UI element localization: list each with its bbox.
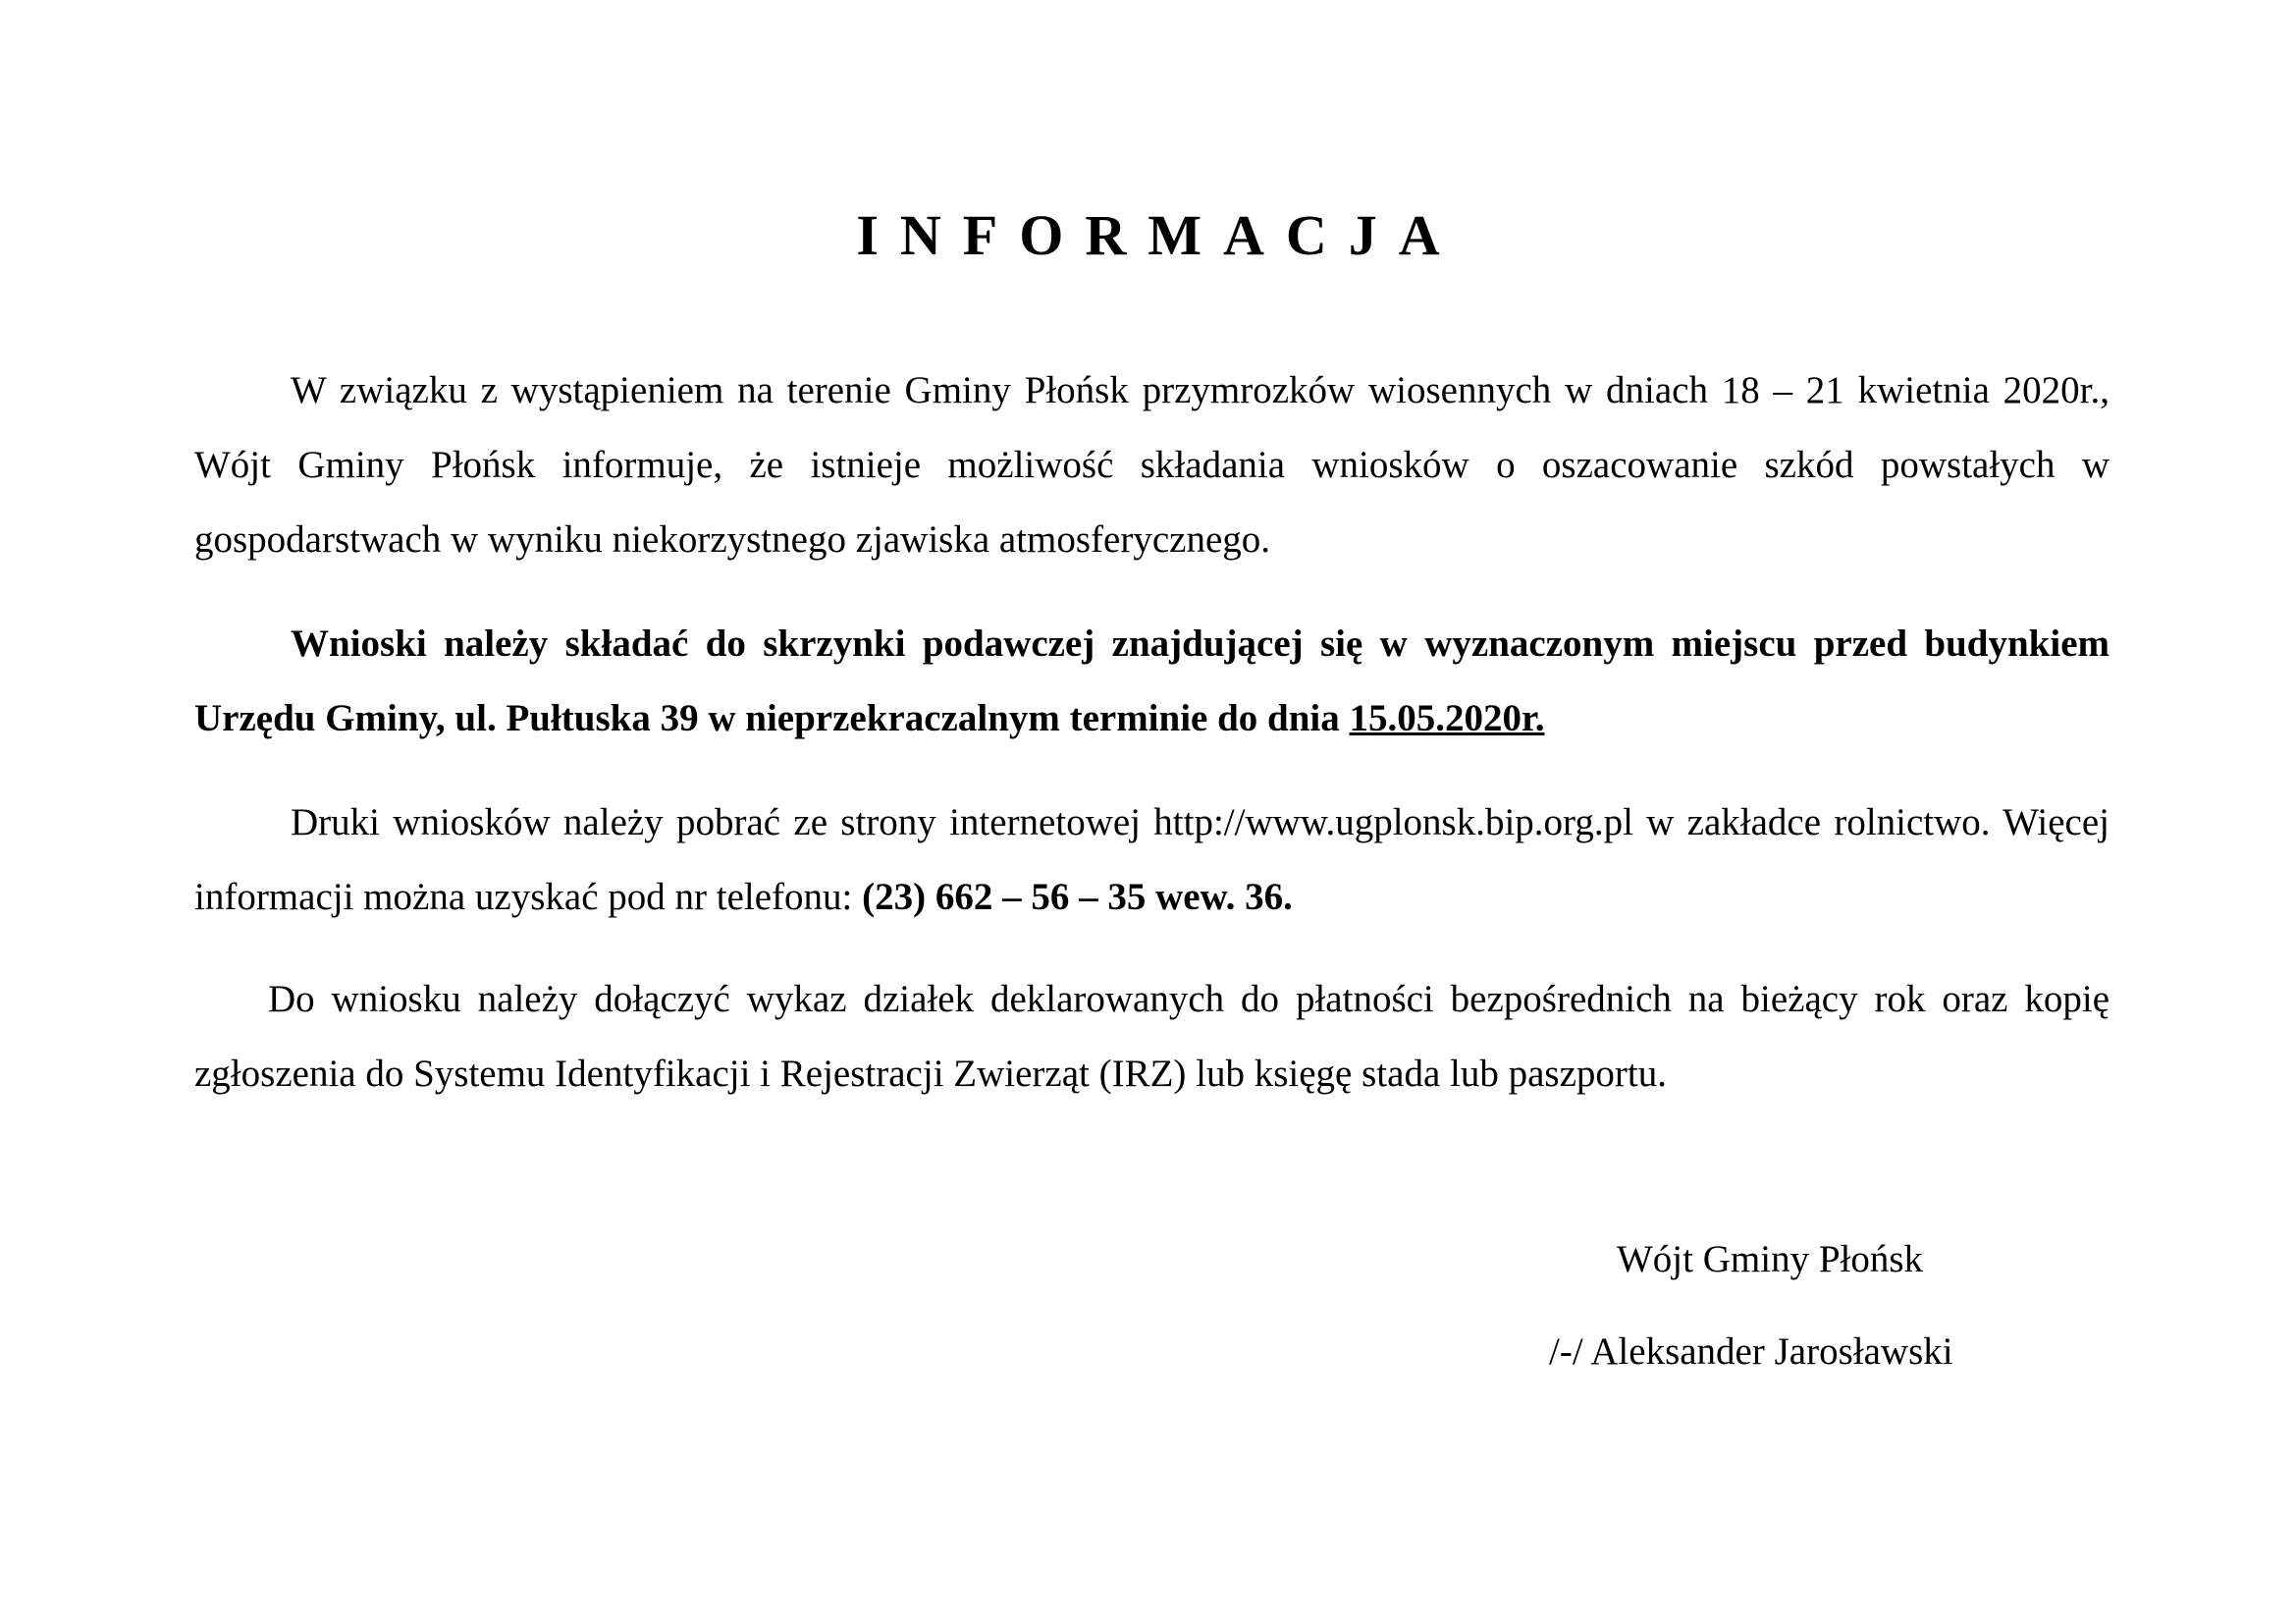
paragraph-attachments-info: Do wniosku należy dołączyć wykaz działek deklarowanych do płatności bezpośrednich na bieżący rok oraz kopię zgłoszenia do Systemu Identyfikacji i Rejestracji Zwierząt (IRZ) lub księgę stada lub paszportu. [194, 978, 2109, 1095]
paragraph-submission-info [194, 607, 2109, 756]
signature-title: Wójt Gminy Płońsk [1617, 1238, 1924, 1280]
phone-number: (23) 662 – 56 – 35 wew. 36. [862, 876, 1293, 918]
document-title: INFORMACJA [856, 203, 1462, 267]
submission-text: Wnioski należy składać do skrzynki podawczej znajdującej się w wyznaczonym miejscu przed budynkiem Urzędu Gminy, ul. Pułtuska 39 w nieprzekraczalnym terminie do dnia [194, 623, 2109, 739]
paragraph-forms-info [194, 785, 2109, 935]
signature-name: /-/ Aleksander Jarosławski [1549, 1330, 1953, 1373]
forms-text: Druki wniosków należy pobrać ze strony internetowej http://www.ugplonsk.bip.org.pl w zakładce rolnictwo. Więcej informacji można uzyskać pod nr telefonu: [194, 801, 2109, 918]
submission-deadline: 15.05.2020r. [1349, 697, 1545, 739]
paragraph-frost-info: W związku z wystąpieniem na terenie Gminy Płońsk przymrozków wiosennych w dniach 18 – 21 kwietnia 2020r., Wójt Gminy Płońsk informuje, że istnieje możliwość składania wniosków o oszacowanie szkód powstałych w gospodarstwach w wyniku niekorzystnego zjawiska atmosferycznego. [194, 369, 2109, 561]
